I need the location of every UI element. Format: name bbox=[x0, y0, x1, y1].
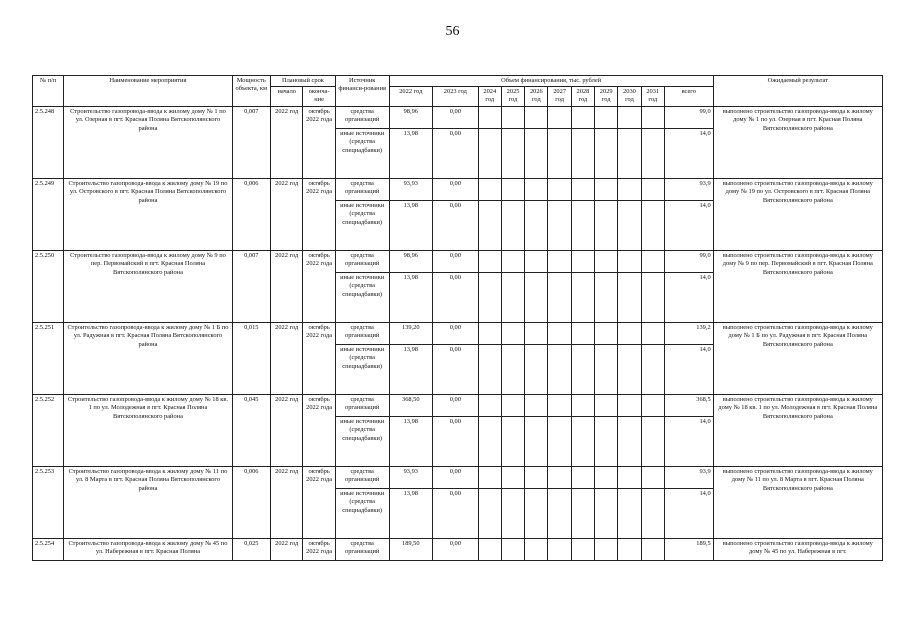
header-result: Ожидаемый результат bbox=[713, 76, 882, 107]
row-end: октябрь 2022 года bbox=[303, 251, 335, 323]
row-number: 2.5.251 bbox=[33, 323, 64, 395]
row-2022-value: 13,98 bbox=[389, 201, 433, 251]
row-2027-value bbox=[548, 489, 571, 539]
row-name: Строительство газопровода-ввода к жилому дому № 19 по ул. Островского в пгт. Красная Поляна Вятскополянского района bbox=[64, 179, 232, 251]
row-total: 99,0 bbox=[664, 107, 713, 129]
header-2028: 2028 год bbox=[571, 87, 594, 107]
row-total: 14,0 bbox=[664, 201, 713, 251]
row-2027-value bbox=[548, 539, 571, 561]
row-2029-value bbox=[595, 467, 618, 489]
row-2028-value bbox=[571, 539, 594, 561]
row-2029-value bbox=[595, 417, 618, 467]
row-2031-value bbox=[641, 129, 664, 179]
header-name: Наименование мероприятия bbox=[64, 76, 232, 107]
row-2024-value bbox=[478, 129, 501, 179]
row-2025-value bbox=[501, 395, 524, 417]
row-2029-value bbox=[595, 345, 618, 395]
row-2025-value bbox=[501, 417, 524, 467]
row-name: Строительство газопровода-ввода к жилому дому № 11 по ул. 8 Марта в пгт. Красная Поляна Вятскополянского района bbox=[64, 467, 232, 539]
row-2027-value bbox=[548, 395, 571, 417]
row-name: Строительство газопровода-ввода к жилому дому № 45 по ул. Набережная в пгт. Красная Поляна bbox=[64, 539, 232, 561]
row-2026-value bbox=[525, 107, 548, 129]
row-2022-value: 93,93 bbox=[389, 467, 433, 489]
header-capacity: Мощность объекта, км bbox=[232, 76, 270, 107]
row-2031-value bbox=[641, 323, 664, 345]
row-capacity: 0,045 bbox=[232, 395, 270, 467]
row-2028-value bbox=[571, 107, 594, 129]
table-row bbox=[33, 467, 883, 489]
row-2027-value bbox=[548, 107, 571, 129]
row-2028-value bbox=[571, 467, 594, 489]
row-number: 2.5.249 bbox=[33, 179, 64, 251]
row-name: Строительство газопровода-ввода к жилому дому № 18 кв. 1 по ул. Молодежная в пгт. Красная Поляна Вятскополянского района bbox=[64, 395, 232, 467]
row-2024-value bbox=[478, 323, 501, 345]
row-start: 2022 год bbox=[271, 107, 303, 179]
row-2027-value bbox=[548, 273, 571, 323]
row-2030-value bbox=[618, 273, 641, 323]
row-2024-value bbox=[478, 107, 501, 129]
row-2022-value: 13,98 bbox=[389, 273, 433, 323]
row-2024-value bbox=[478, 273, 501, 323]
row-2031-value bbox=[641, 273, 664, 323]
row-2022-value: 98,96 bbox=[389, 251, 433, 273]
row-2030-value bbox=[618, 395, 641, 417]
row-source-other: иные источники (средства спецнадбавки) bbox=[335, 345, 389, 395]
header-2024: 2024 год bbox=[478, 87, 501, 107]
row-result: выполнено строительство газопровода-ввода к жилому дому № 1 Б по ул. Радужная в пгт. Красная Поляна Вятскополянского района bbox=[713, 323, 882, 395]
header-plan-end: оконча-ние bbox=[303, 87, 335, 107]
row-2026-value bbox=[525, 417, 548, 467]
header-plan-term: Плановый срок bbox=[271, 76, 336, 87]
row-2025-value bbox=[501, 467, 524, 489]
row-2031-value bbox=[641, 539, 664, 561]
row-2023-value: 0,00 bbox=[433, 107, 479, 129]
row-2031-value bbox=[641, 395, 664, 417]
row-total: 14,0 bbox=[664, 273, 713, 323]
row-2026-value bbox=[525, 489, 548, 539]
row-2023-value: 0,00 bbox=[433, 323, 479, 345]
row-2029-value bbox=[595, 179, 618, 201]
row-2031-value bbox=[641, 467, 664, 489]
row-total: 93,9 bbox=[664, 179, 713, 201]
row-2026-value bbox=[525, 539, 548, 561]
row-capacity: 0,025 bbox=[232, 539, 270, 561]
row-2031-value bbox=[641, 107, 664, 129]
row-2025-value bbox=[501, 107, 524, 129]
row-result: выполнено строительство газопровода-ввода к жилому дому № 18 кв. 1 по ул. Молодежная в пгт. Красная Поляна Вятскополянского района bbox=[713, 395, 882, 467]
row-2022-value: 98,96 bbox=[389, 107, 433, 129]
row-2023-value: 0,00 bbox=[433, 539, 479, 561]
row-2029-value bbox=[595, 323, 618, 345]
row-2024-value bbox=[478, 201, 501, 251]
row-start: 2022 год bbox=[271, 323, 303, 395]
row-2030-value bbox=[618, 129, 641, 179]
row-2030-value bbox=[618, 539, 641, 561]
row-2026-value bbox=[525, 323, 548, 345]
row-end: октябрь 2022 года bbox=[303, 467, 335, 539]
row-2023-value: 0,00 bbox=[433, 417, 479, 467]
row-total: 14,0 bbox=[664, 129, 713, 179]
header-num: № п/п bbox=[33, 76, 64, 107]
row-2027-value bbox=[548, 417, 571, 467]
row-2024-value bbox=[478, 345, 501, 395]
row-2030-value bbox=[618, 467, 641, 489]
table-row bbox=[33, 395, 883, 417]
row-2022-value: 189,50 bbox=[389, 539, 433, 561]
row-2025-value bbox=[501, 323, 524, 345]
row-2027-value bbox=[548, 345, 571, 395]
row-source-other: иные источники (средства спецнадбавки) bbox=[335, 417, 389, 467]
row-2026-value bbox=[525, 395, 548, 417]
row-2028-value bbox=[571, 345, 594, 395]
row-2030-value bbox=[618, 201, 641, 251]
row-end: октябрь 2022 года bbox=[303, 323, 335, 395]
row-2028-value bbox=[571, 251, 594, 273]
row-result: выполнено строительство газопровода-ввода к жилому дому № 45 по ул. Набережная в пгт. bbox=[713, 539, 882, 561]
row-source-organizations: средства организаций bbox=[335, 107, 389, 129]
row-2028-value bbox=[571, 323, 594, 345]
table-row bbox=[33, 251, 883, 273]
row-2022-value: 13,98 bbox=[389, 417, 433, 467]
row-capacity: 0,015 bbox=[232, 323, 270, 395]
header-plan-start: начало bbox=[271, 87, 303, 107]
row-2025-value bbox=[501, 273, 524, 323]
row-2025-value bbox=[501, 539, 524, 561]
row-2025-value bbox=[501, 251, 524, 273]
row-source-organizations: средства организаций bbox=[335, 539, 389, 561]
funding-table bbox=[32, 75, 883, 561]
row-source-other: иные источники (средства спецнадбавки) bbox=[335, 201, 389, 251]
row-2028-value bbox=[571, 129, 594, 179]
row-2031-value bbox=[641, 417, 664, 467]
row-number: 2.5.252 bbox=[33, 395, 64, 467]
row-total: 93,9 bbox=[664, 467, 713, 489]
row-2030-value bbox=[618, 251, 641, 273]
row-2026-value bbox=[525, 201, 548, 251]
row-total: 14,0 bbox=[664, 489, 713, 539]
row-2031-value bbox=[641, 489, 664, 539]
row-2031-value bbox=[641, 251, 664, 273]
row-2023-value: 0,00 bbox=[433, 467, 479, 489]
row-2022-value: 93,93 bbox=[389, 179, 433, 201]
row-name: Строительство газопровода-ввода к жилому дому № 1 по ул. Озерная в пгт. Красная Поляна Вятскополянского района bbox=[64, 107, 232, 179]
row-2029-value bbox=[595, 539, 618, 561]
row-start: 2022 год bbox=[271, 251, 303, 323]
row-2029-value bbox=[595, 129, 618, 179]
row-capacity: 0,006 bbox=[232, 179, 270, 251]
row-2029-value bbox=[595, 251, 618, 273]
row-source-organizations: средства организаций bbox=[335, 179, 389, 201]
row-2031-value bbox=[641, 201, 664, 251]
row-capacity: 0,007 bbox=[232, 107, 270, 179]
row-2023-value: 0,00 bbox=[433, 179, 479, 201]
row-source-organizations: средства организаций bbox=[335, 395, 389, 417]
row-source-other: иные источники (средства спецнадбавки) bbox=[335, 273, 389, 323]
row-start: 2022 год bbox=[271, 467, 303, 539]
row-2024-value bbox=[478, 179, 501, 201]
row-total: 189,5 bbox=[664, 539, 713, 561]
row-2024-value bbox=[478, 251, 501, 273]
row-2023-value: 0,00 bbox=[433, 129, 479, 179]
row-2025-value bbox=[501, 129, 524, 179]
row-result: выполнено строительство газопровода-ввода к жилому дому № 19 по ул. Островского в пгт. Красная Поляна Вятскополянского района bbox=[713, 179, 882, 251]
row-2028-value bbox=[571, 417, 594, 467]
row-capacity: 0,007 bbox=[232, 251, 270, 323]
header-2029: 2029 год bbox=[595, 87, 618, 107]
row-2027-value bbox=[548, 129, 571, 179]
row-2023-value: 0,00 bbox=[433, 345, 479, 395]
row-2027-value bbox=[548, 323, 571, 345]
table-row bbox=[33, 323, 883, 345]
row-number: 2.5.254 bbox=[33, 539, 64, 561]
row-2030-value bbox=[618, 323, 641, 345]
row-number: 2.5.248 bbox=[33, 107, 64, 179]
table-row bbox=[33, 539, 883, 561]
row-2027-value bbox=[548, 251, 571, 273]
row-2030-value bbox=[618, 179, 641, 201]
row-start: 2022 год bbox=[271, 395, 303, 467]
row-end: октябрь 2022 года bbox=[303, 395, 335, 467]
row-2028-value bbox=[571, 273, 594, 323]
row-2031-value bbox=[641, 345, 664, 395]
row-2026-value bbox=[525, 345, 548, 395]
row-2023-value: 0,00 bbox=[433, 201, 479, 251]
row-2025-value bbox=[501, 201, 524, 251]
row-2022-value: 139,20 bbox=[389, 323, 433, 345]
row-2022-value: 13,98 bbox=[389, 345, 433, 395]
row-number: 2.5.253 bbox=[33, 467, 64, 539]
row-2025-value bbox=[501, 179, 524, 201]
header-source: Источник финанси-рования bbox=[335, 76, 389, 107]
row-result: выполнено строительство газопровода-ввода к жилому дому № 9 по пер. Первомайский в пгт. Красная Поляна Вятскополянского района bbox=[713, 251, 882, 323]
row-2026-value bbox=[525, 251, 548, 273]
row-2024-value bbox=[478, 489, 501, 539]
header-2022: 2022 год bbox=[389, 87, 433, 107]
row-total: 99,0 bbox=[664, 251, 713, 273]
row-2029-value bbox=[595, 395, 618, 417]
row-2024-value bbox=[478, 395, 501, 417]
row-2028-value bbox=[571, 179, 594, 201]
header-2025: 2025 год bbox=[501, 87, 524, 107]
row-2030-value bbox=[618, 417, 641, 467]
table-row bbox=[33, 107, 883, 129]
row-end: октябрь 2022 года bbox=[303, 107, 335, 179]
row-name: Строительство газопровода-ввода к жилому дому № 9 по пер. Первомайский в пгт. Красная Поляна Вятскополянского района bbox=[64, 251, 232, 323]
row-capacity: 0,006 bbox=[232, 467, 270, 539]
row-2027-value bbox=[548, 201, 571, 251]
row-2029-value bbox=[595, 273, 618, 323]
row-source-other: иные источники (средства спецнадбавки) bbox=[335, 489, 389, 539]
row-source-organizations: средства организаций bbox=[335, 251, 389, 273]
row-2025-value bbox=[501, 345, 524, 395]
row-2027-value bbox=[548, 179, 571, 201]
row-2029-value bbox=[595, 107, 618, 129]
row-2026-value bbox=[525, 273, 548, 323]
row-end: октябрь 2022 года bbox=[303, 179, 335, 251]
row-total: 14,0 bbox=[664, 345, 713, 395]
row-2024-value bbox=[478, 539, 501, 561]
row-name: Строительство газопровода-ввода к жилому дому № 1 Б по ул. Радужная в пгт. Красная Поляна Вятскополянского района bbox=[64, 323, 232, 395]
row-2026-value bbox=[525, 467, 548, 489]
row-2030-value bbox=[618, 107, 641, 129]
row-2026-value bbox=[525, 179, 548, 201]
table-row bbox=[33, 179, 883, 201]
page-number: 56 bbox=[445, 24, 460, 39]
header-2026: 2026 год bbox=[525, 87, 548, 107]
row-2031-value bbox=[641, 179, 664, 201]
row-2029-value bbox=[595, 201, 618, 251]
row-number: 2.5.250 bbox=[33, 251, 64, 323]
row-2030-value bbox=[618, 489, 641, 539]
row-source-organizations: средства организаций bbox=[335, 467, 389, 489]
header-2023: 2023 год bbox=[433, 87, 479, 107]
row-start: 2022 год bbox=[271, 179, 303, 251]
header-funding: Объем финансирования, тыс. рублей bbox=[389, 76, 713, 87]
row-start: 2022 год bbox=[271, 539, 303, 561]
header-2031: 2031 год bbox=[641, 87, 664, 107]
row-end: октябрь 2022 года bbox=[303, 539, 335, 561]
row-result: выполнено строительство газопровода-ввода к жилому дому № 1 по ул. Озерная в пгт. Красная Поляна Вятскополянского района bbox=[713, 107, 882, 179]
row-2023-value: 0,00 bbox=[433, 273, 479, 323]
row-2022-value: 13,98 bbox=[389, 489, 433, 539]
row-2025-value bbox=[501, 489, 524, 539]
row-2027-value bbox=[548, 467, 571, 489]
row-2028-value bbox=[571, 489, 594, 539]
row-total: 368,5 bbox=[664, 395, 713, 417]
row-total: 139,2 bbox=[664, 323, 713, 345]
row-2026-value bbox=[525, 129, 548, 179]
row-2022-value: 13,98 bbox=[389, 129, 433, 179]
row-2030-value bbox=[618, 345, 641, 395]
header-2030: 2030 год bbox=[618, 87, 641, 107]
row-source-other: иные источники (средства спецнадбавки) bbox=[335, 129, 389, 179]
row-result: выполнено строительство газопровода-ввода к жилому дому № 11 по ул. 8 Марта в пгт. Красная Поляна Вятскополянского района bbox=[713, 467, 882, 539]
row-2022-value: 368,50 bbox=[389, 395, 433, 417]
row-2028-value bbox=[571, 201, 594, 251]
row-2024-value bbox=[478, 467, 501, 489]
header-2027: 2027 год bbox=[548, 87, 571, 107]
row-2029-value bbox=[595, 489, 618, 539]
row-2023-value: 0,00 bbox=[433, 395, 479, 417]
row-source-organizations: средства организаций bbox=[335, 323, 389, 345]
row-2023-value: 0,00 bbox=[433, 489, 479, 539]
row-total: 14,0 bbox=[664, 417, 713, 467]
row-2023-value: 0,00 bbox=[433, 251, 479, 273]
row-2024-value bbox=[478, 417, 501, 467]
header-total: всего bbox=[664, 87, 713, 107]
row-2028-value bbox=[571, 395, 594, 417]
